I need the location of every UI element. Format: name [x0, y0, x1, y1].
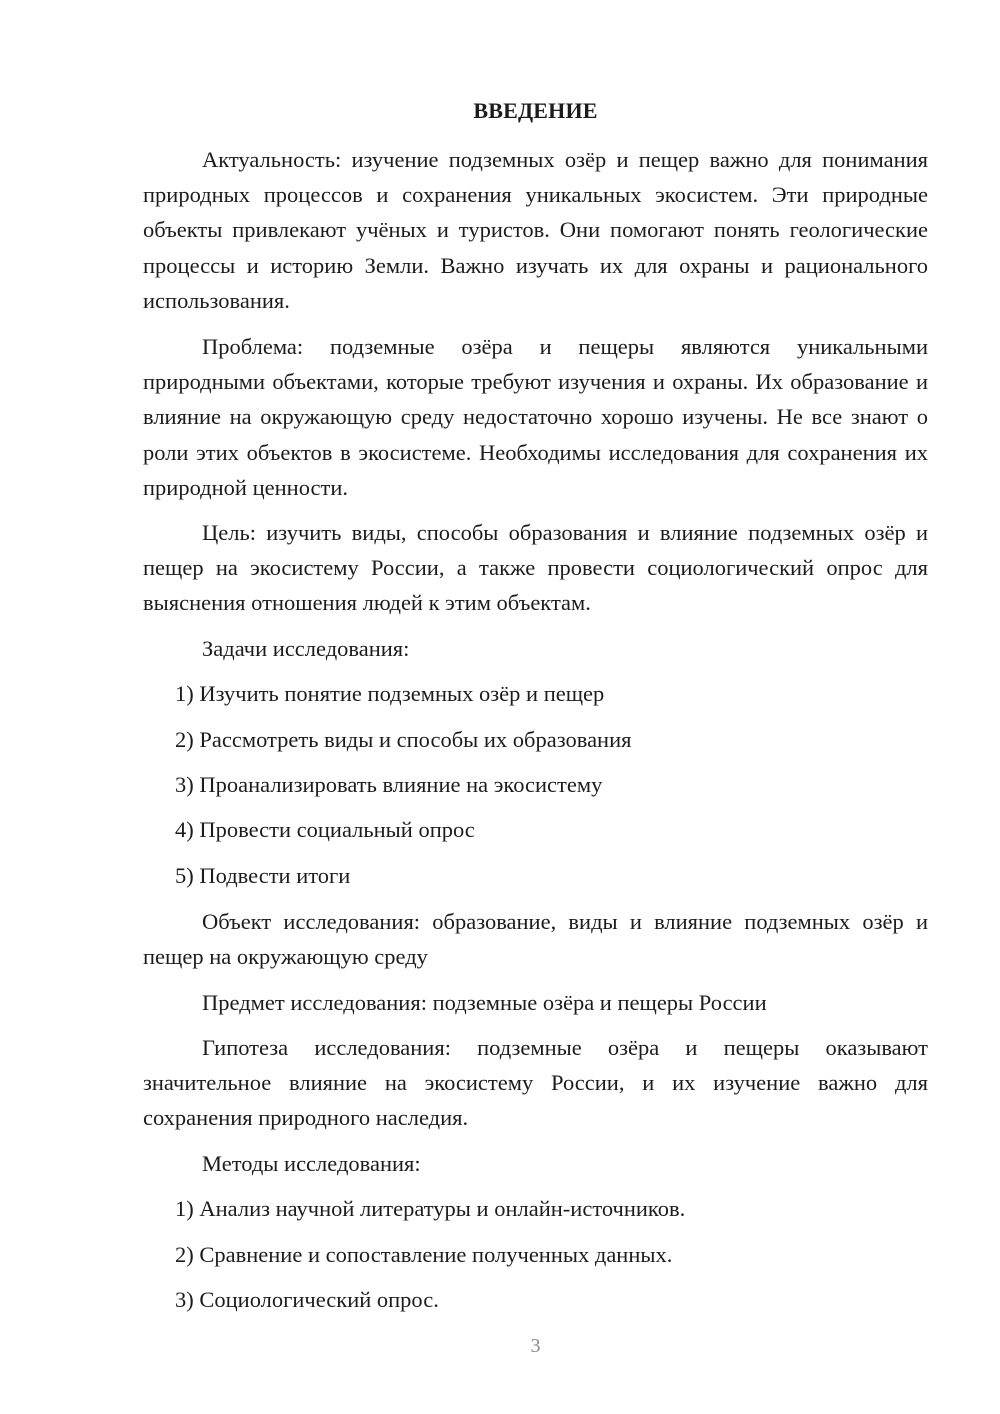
- relevance-paragraph: Актуальность: изучение подземных озёр и пещер важно для понимания природных процессов и сохранения уникальных экосистем. Эти природные объекты привлекают учёных и туристов. Они помогают понять геологические процессы и историю Земли. Важно изучать их для охраны и рационального использования.: [143, 147, 928, 313]
- object-paragraph: Объект исследования: образование, виды и влияние подземных озёр и пещер на окружающую среду: [143, 909, 928, 970]
- task-item: 2) Рассмотреть виды и способы их образования: [175, 727, 632, 752]
- subject-line: Предмет исследования: подземные озёра и пещеры России: [202, 990, 767, 1015]
- method-item: 3) Социологический опрос.: [175, 1287, 439, 1312]
- method-item: 1) Анализ научной литературы и онлайн-источников.: [175, 1196, 686, 1221]
- method-item: 2) Сравнение и сопоставление полученных данных.: [175, 1242, 673, 1267]
- goal-paragraph: Цель: изучить виды, способы образования и влияние подземных озёр и пещер на экосистему России, а также провести социологический опрос для выяснения отношения людей к этим объектам.: [143, 520, 928, 616]
- tasks-label: Задачи исследования:: [202, 636, 410, 661]
- task-item: 4) Провести социальный опрос: [175, 817, 475, 842]
- document-page: [143, 0, 928, 1414]
- page-title: ВВЕДЕНИЕ: [473, 98, 598, 123]
- task-item: 3) Проанализировать влияние на экосистему: [175, 772, 603, 797]
- task-item: 1) Изучить понятие подземных озёр и пещер: [175, 681, 605, 706]
- task-item: 5) Подвести итоги: [175, 863, 351, 888]
- problem-paragraph: Проблема: подземные озёра и пещеры являются уникальными природными объектами, которые требуют изучения и охраны. Их образование и влияние на окружающую среду недостаточно хорошо изучены. Не все знают о роли этих объектов в экосистеме. Необходимы исследования для сохранения их природной ценности.: [143, 334, 928, 500]
- hypothesis-paragraph: Гипотеза исследования: подземные озёра и пещеры оказывают значительное влияние на экосистему России, и их изучение важно для сохранения природного наследия.: [143, 1035, 928, 1131]
- methods-label: Методы исследования:: [202, 1151, 421, 1176]
- page-number: 3: [530, 1335, 541, 1357]
